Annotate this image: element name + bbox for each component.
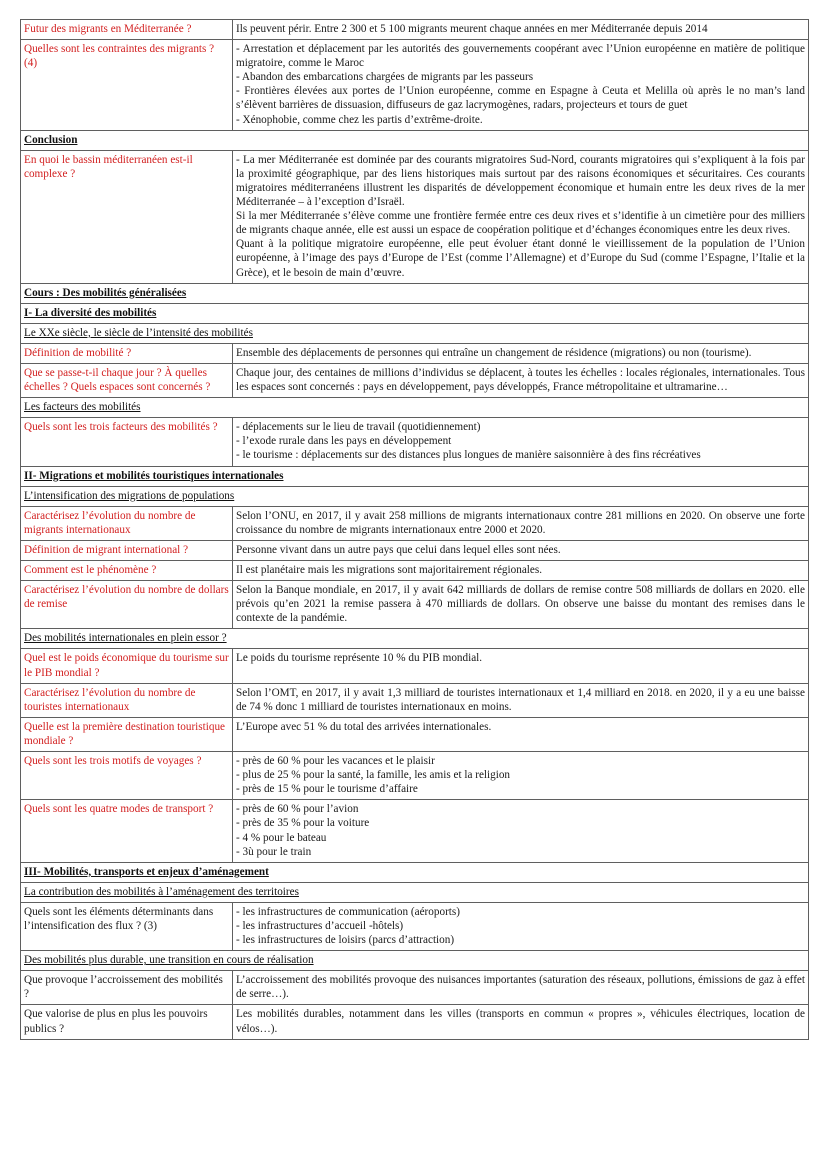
answer-cell [233,363,809,397]
section-heading: I- La diversité des mobilités [21,303,809,323]
qa-row [21,971,809,1005]
answer-line: - Xénophobie, comme chez les partis d’extrême-droite. [236,113,483,126]
study-table [20,19,809,1040]
subsection-heading: Le XXe siècle, le siècle de l’intensité des mobilités [21,323,809,343]
subsection-heading-row [21,323,809,343]
section-heading: II- Migrations et mobilités touristiques internationales [21,466,809,486]
section-heading-row [21,862,809,882]
qa-row [21,649,809,683]
question-cell: Quelles sont les contraintes des migrants ? (4) [21,40,233,131]
answer-cell [233,581,809,629]
section-heading: III- Mobilités, transports et enjeux d’aménagement [21,862,809,882]
question-cell: Que provoque l’accroissement des mobilités ? [21,971,233,1005]
qa-row [21,20,809,40]
qa-row [21,40,809,131]
answer-cell [233,343,809,363]
question-cell: Quels sont les quatre modes de transport ? [21,800,233,862]
answer-line: Selon l’OMT, en 2017, il y avait 1,3 milliard de touristes internationaux et 1,4 milliard en 2018. en 2020, il y a eu une baisse de 74 % donc 1 milliard de touristes internationaux en moins. [236,686,805,713]
question-cell: En quoi le bassin méditerranéen est-il complexe ? [21,150,233,283]
answer-cell [233,1005,809,1039]
qa-row [21,581,809,629]
qa-row [21,800,809,862]
answer-cell [233,752,809,800]
section-heading-row [21,466,809,486]
answer-cell [233,418,809,466]
subsection-heading: Des mobilités internationales en plein essor ? [21,629,809,649]
answer-line: - près de 15 % pour le tourisme d’affaire [236,783,418,796]
answer-line: Quant à la politique migratoire européenne, elle peut évoluer étant donné le vieillissement de la population de l’Union européenne, à l’image des pays d’Europe de l’Est (comme l’Allemagne) et d’Europe du Sud (comme l’Espagne, l’Italie et la Grèce), et le besoin de main d’œuvre. [236,238,805,279]
subsection-heading-row [21,882,809,902]
qa-row [21,363,809,397]
question-cell: Quels sont les trois motifs de voyages ? [21,752,233,800]
answer-line: - Abandon des embarcations chargées de migrants par les passeurs [236,71,534,84]
question-cell: Définition de mobilité ? [21,343,233,363]
answer-line: - Frontières élevées aux portes de l’Union européenne, comme en Espagne à Ceuta et Melilla où après le no man’s land s’élèvent barrières de dissuasion, diffuseurs de gaz lacrymogènes, radars, projecteurs et tours de guet [236,85,805,112]
answer-line: - déplacements sur le lieu de travail (quotidiennement) [236,421,481,434]
answer-line: - Arrestation et déplacement par les autorités des gouvernements coopérant avec l’Union européenne en matière de politique migratoire, comme le Maroc [236,43,805,70]
section-heading: Conclusion [21,130,809,150]
answer-line: Selon la Banque mondiale, en 2017, il y avait 642 milliards de dollars de remise contre 508 milliards de dollars en 2020. elle prévois qu’en 2021 la remise passera à 470 milliards de dollars. On observe une baisse du montant des remises dans le contexte de la pandémie. [236,584,805,625]
answer-line: - le tourisme : déplacements sur des distances plus longues de manière saisonnière à des fins récréatives [236,449,701,462]
answer-line: Ils peuvent périr. Entre 2 300 et 5 100 migrants meurent chaque années en mer Méditerranée depuis 2014 [236,23,708,35]
answer-cell [233,902,809,950]
qa-row [21,752,809,800]
question-cell: Caractérisez l’évolution du nombre de touristes internationaux [21,683,233,717]
subsection-heading: Des mobilités plus durable, une transition en cours de réalisation [21,951,809,971]
qa-row [21,717,809,751]
answer-line: Si la mer Méditerranée s’élève comme une frontière fermée entre ces deux rives et s’identifie à un cimetière pour des milliers de migrants chaque année, elle est aussi un espace de coopération politique et d’échanges économiques entre les deux rives. [236,210,805,237]
answer-line: - les infrastructures de communication (aéroports) [236,905,460,918]
answer-line: - près de 35 % pour la voiture [236,817,370,830]
answer-line: - La mer Méditerranée est dominée par des courants migratoires Sud-Nord, courants migratoires qui s’expliquent à la fois par la proximité géographique, par des liens historiques mais surtout par des raisons économiques et sécuritaires. Ces courants migratoires méditerranéens illustrent les disparités de développement économique et humain entre les deux rives de la mer Méditerranée – à l’exception d’Israël. [236,153,805,209]
answer-cell [233,649,809,683]
answer-cell [233,800,809,862]
answer-line: - l’exode rurale dans les pays en développement [236,435,452,448]
question-cell: Que se passe-t-il chaque jour ? À quelles échelles ? Quels espaces sont concernés ? [21,363,233,397]
question-cell: Futur des migrants en Méditerranée ? [21,20,233,40]
subsection-heading-row [21,398,809,418]
study-table-body [21,20,809,1040]
answer-cell [233,540,809,560]
answer-line: - les infrastructures de loisirs (parcs d’attraction) [236,934,455,947]
qa-row [21,1005,809,1039]
question-cell: Que valorise de plus en plus les pouvoirs publics ? [21,1005,233,1039]
answer-cell [233,150,809,283]
qa-row [21,343,809,363]
answer-line: - près de 60 % pour l’avion [236,803,359,816]
question-cell: Quel est le poids économique du tourisme sur le PIB mondial ? [21,649,233,683]
qa-row [21,418,809,466]
question-cell: Définition de migrant international ? [21,540,233,560]
qa-row [21,561,809,581]
answer-cell [233,40,809,131]
qa-row [21,506,809,540]
answer-line: Selon l’ONU, en 2017, il y avait 258 millions de migrants internationaux contre 281 millions en 2020. On observe une forte croissance du nombre de migrants internationaux entre 2000 et 2020. [236,509,805,536]
qa-row [21,683,809,717]
question-cell: Quels sont les éléments déterminants dans l’intensification des flux ? (3) [21,902,233,950]
answer-line: - 3ù pour le train [236,845,312,858]
answer-line: Ensemble des déplacements de personnes qui entraîne un changement de résidence (migrations) ou non (tourisme). [236,346,752,359]
answer-line: - plus de 25 % pour la santé, la famille, les amis et la religion [236,769,511,782]
answer-cell [233,717,809,751]
section-heading-row [21,303,809,323]
answer-line: - les infrastructures d’accueil -hôtels) [236,919,404,932]
answer-cell [233,20,809,40]
course-sheet [20,19,809,1040]
subsection-heading-row [21,486,809,506]
qa-row [21,902,809,950]
question-cell: Quels sont les trois facteurs des mobilités ? [21,418,233,466]
answer-line: Personne vivant dans un autre pays que celui dans lequel elles sont nées. [236,543,561,556]
answer-cell [233,506,809,540]
answer-line: L’Europe avec 51 % du total des arrivées internationales. [236,720,492,733]
qa-row [21,150,809,283]
section-heading-row [21,283,809,303]
subsection-heading: L’intensification des migrations de populations [21,486,809,506]
subsection-heading: Les facteurs des mobilités [21,398,809,418]
qa-row [21,540,809,560]
question-cell: Caractérisez l’évolution du nombre de dollars de remise [21,581,233,629]
subsection-heading-row [21,951,809,971]
question-cell: Quelle est la première destination touristique mondiale ? [21,717,233,751]
answer-line: - près de 60 % pour les vacances et le plaisir [236,755,435,768]
answer-line: Le poids du tourisme représente 10 % du PIB mondial. [236,652,483,665]
answer-line: Il est planétaire mais les migrations sont majoritairement régionales. [236,564,543,576]
answer-line: Chaque jour, des centaines de millions d’individus se déplacent, à toutes les échelles : locales régionales, internationales. Tous les espaces sont concernés : pays en développement, pays développés, France métropolitaine et ultramarine… [236,366,805,394]
subsection-heading: La contribution des mobilités à l’aménagement des territoires [21,882,809,902]
question-cell: Caractérisez l’évolution du nombre de migrants internationaux [21,506,233,540]
answer-cell [233,561,809,581]
answer-line: - 4 % pour le bateau [236,831,327,844]
subsection-heading-row [21,629,809,649]
answer-line: Les mobilités durables, notamment dans les villes (transports en commun « propres », véhicules électriques, location de vélos…). [236,1008,805,1035]
answer-line: L’accroissement des mobilités provoque des nuisances importantes (saturation des réseaux, pollutions, émissions de gaz à effet de serre…). [236,974,805,1001]
answer-cell [233,971,809,1005]
section-heading-row [21,130,809,150]
answer-cell [233,683,809,717]
section-heading: Cours : Des mobilités généralisées [21,283,809,303]
question-cell: Comment est le phénomène ? [21,561,233,581]
